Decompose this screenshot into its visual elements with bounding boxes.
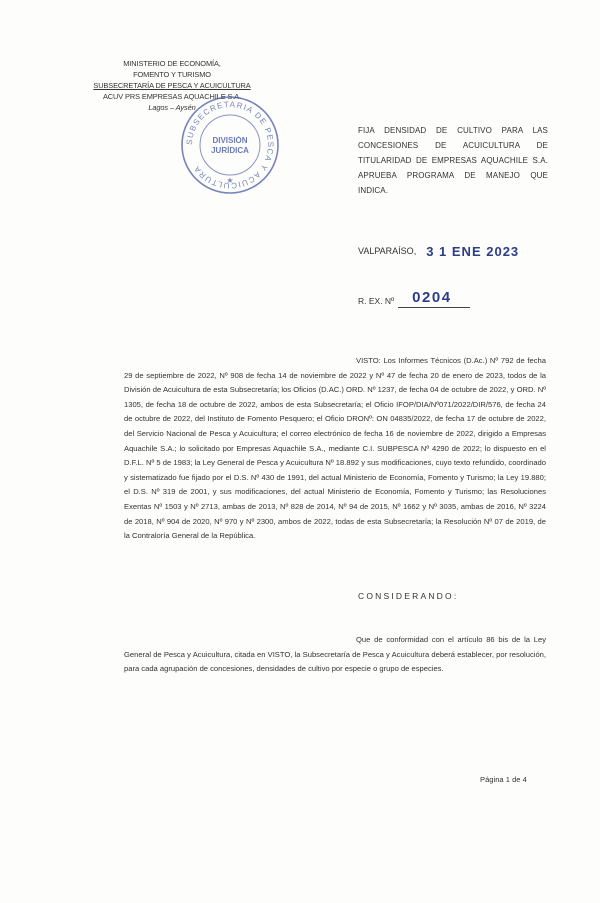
stamp-arc-text: SUBSECRETARIA DE PESCA Y ACUICULTURA (184, 99, 276, 191)
rex-number: 0204 (398, 289, 469, 308)
subsecretary-line: SUBSECRETARÍA DE PESCA Y ACUICULTURA (93, 81, 251, 90)
date-line (358, 241, 519, 261)
resolution-title: FIJA DENSIDAD DE CULTIVO PARA LAS CONCESIONES DE ACUICULTURA DE TITULARIDAD DE EMPRESAS AQUACHILE S.A. APRUEBA PROGRAMA DE MANEJO QUE INDICA. (358, 126, 548, 195)
date-stamp: 3 1 ENE 2023 (426, 243, 520, 259)
ministry-line: MINISTERIO DE ECONOMÍA, (123, 59, 221, 68)
region-line: Lagos – Aysén (148, 103, 196, 112)
stamp-center-line-1: DIVISIÓN (212, 136, 248, 145)
rex-label: R. EX. Nº (358, 296, 395, 306)
considerando-heading: CONSIDERANDO: (358, 591, 459, 601)
stamp-center-line-2: JURÍDICA (211, 146, 249, 155)
city-label: VALPARAÍSO, (358, 246, 417, 256)
visto-paragraph: VISTO: Los Informes Técnicos (D.Ac.) Nº 792 de fecha 29 de septiembre de 2022, Nº 908 de fecha 14 de noviembre de 2022 y Nº 47 de fecha 20 de enero de 2023, todos de la División de Acuicultura de esta Subsecretaría; los Oficios (D.AC.) ORD. Nº 1237, de fecha 04 de octubre de 2022, y ORD. Nº 1305, de fecha 18 de octubre de 2022, ambos de esta Subsecretaría; el Oficio IFOP/DIA/Nº071/2022/DIR/576, de fecha 24 de octubre de 2022, del Instituto de Fomento Pesquero; el Oficio DRONº: ON 04835/2022, de fecha 17 de octubre de 2022, del Servicio Nacional de Pesca y Acuicultura; el correo electrónico de fecha 16 de noviembre de 2022, dirigido a Empresas Aquachile S.A.; lo solicitado por Empresas Aquachile S.A., mediante C.I. SUBPESCA Nº 4290 de 2022; lo dispuesto en el D.F.L. Nº 5 de 1983; la Ley General de Pesca y Acuicultura Nº 18.892 y sus modificaciones, cuyo texto refundido, coordinado y sistematizado fue fijado por el D.S. Nº 430 de 1991, del actual Ministerio de Economía, Fomento y Turismo; la Ley 19.880; el D.S. Nº 319 de 2001, y sus modificaciones, del actual Ministerio de Economía, Fomento y Turismo; las Resoluciones Exentas Nº 1503 y Nº 2713, ambas de 2013, Nº 828 de 2014, Nº 94 de 2015, Nº 1662 y Nº 3035, ambas de 2016, Nº 3224 de 2018, Nº 904 de 2020, Nº 970 y Nº 2300, ambos de 2022, todas de esta Subsecretaría; la Resolución Nº 07 de 2019, de la Contraloría General de la República. (124, 356, 546, 541)
reference-line: ACUV PRS EMPRESAS AQUACHILE S.A. (102, 92, 242, 101)
stamp-seal-icon (178, 93, 282, 197)
resolution-number-line (358, 286, 470, 308)
svg-text:★: ★ (226, 176, 234, 185)
division-juridica-stamp (178, 93, 282, 197)
page-number: Página 1 de 4 (480, 775, 527, 784)
considerando-paragraph: Que de conformidad con el artículo 86 bis de la Ley General de Pesca y Acuicultura, citada en VISTO, la Subsecretaría de Pesca y Acuicultura deberá establecer, por resolución, para cada agrupación de concesiones, densidades de cultivo por especie o grupo de especies. (124, 635, 546, 674)
ministry-line-2: FOMENTO Y TURISMO (133, 70, 211, 79)
